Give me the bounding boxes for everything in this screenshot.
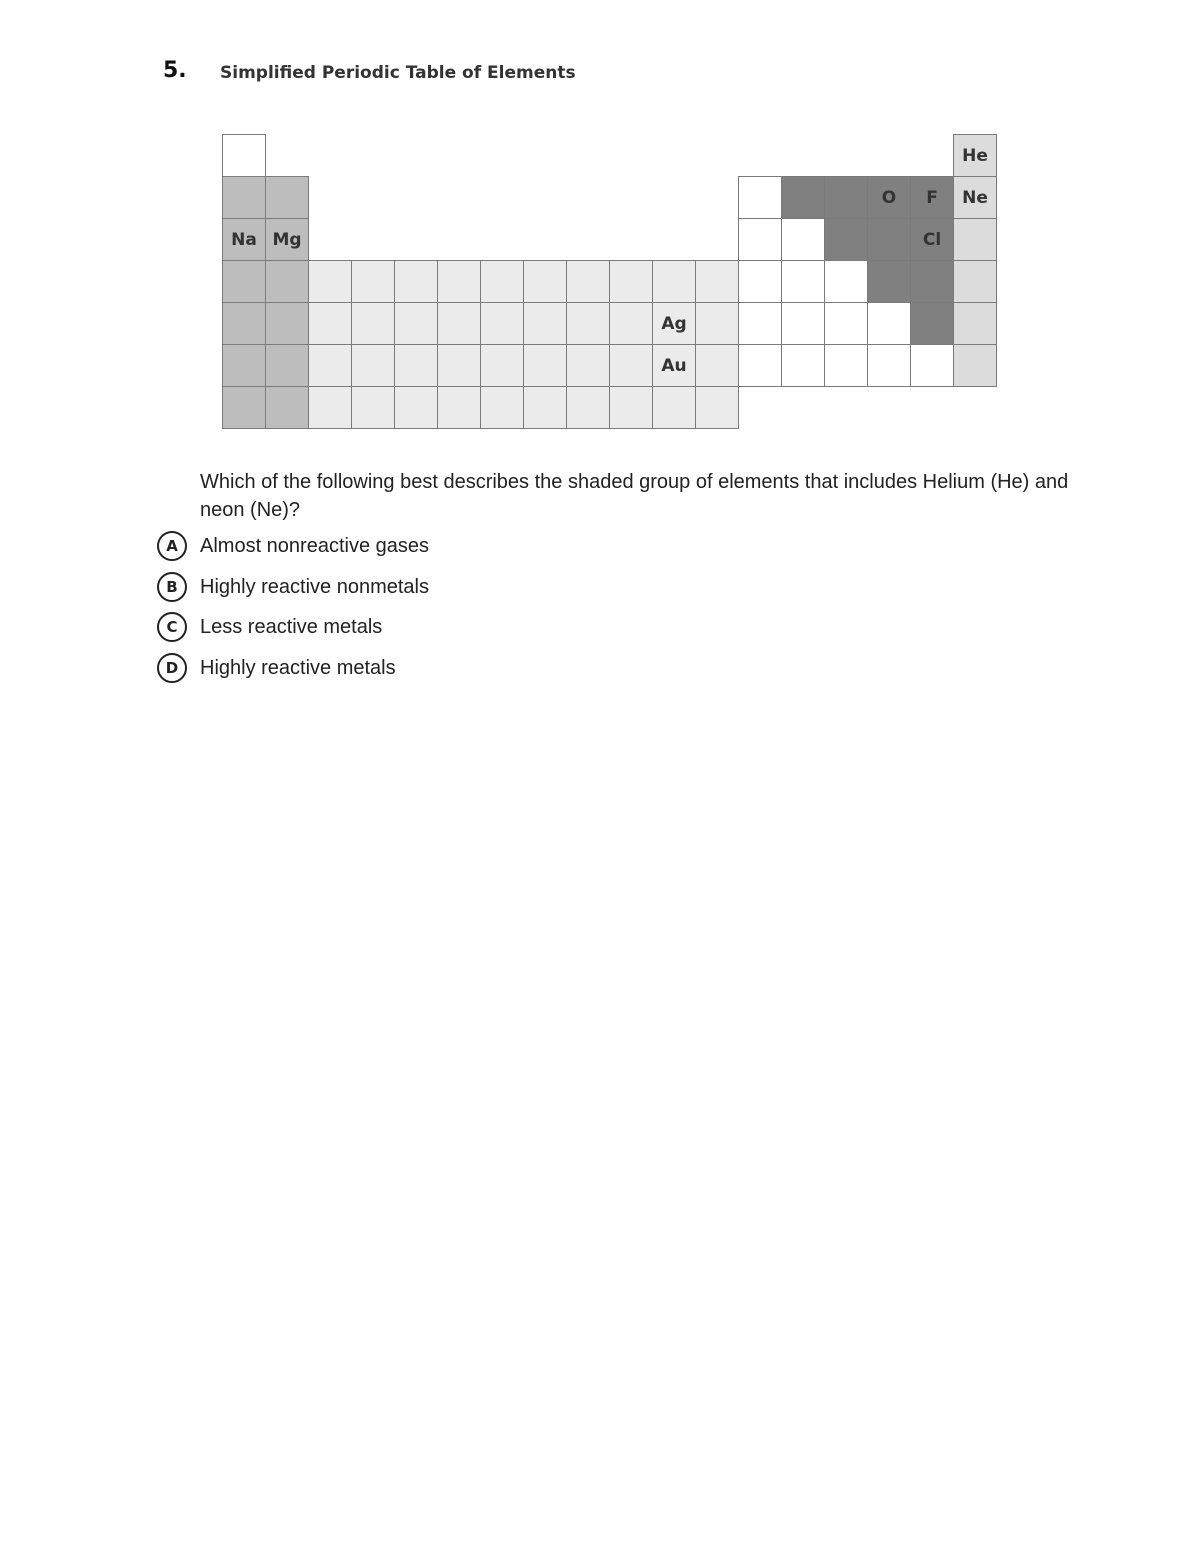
choice-a[interactable] xyxy=(157,531,429,561)
element-cell-r5c3 xyxy=(308,302,352,345)
element-cell-r5c18 xyxy=(953,302,997,345)
element-cell-r6c18 xyxy=(953,344,997,387)
element-cell-r5c15 xyxy=(824,302,868,345)
element-cell-r7c4 xyxy=(351,386,395,429)
element-cell-r2c15 xyxy=(824,176,868,219)
element-cell-r7c7 xyxy=(480,386,524,429)
element-cell-o: O xyxy=(867,176,911,219)
choice-d[interactable] xyxy=(157,653,396,683)
element-cell-r7c9 xyxy=(566,386,610,429)
element-cell-r6c12 xyxy=(695,344,739,387)
element-cell-r5c7 xyxy=(480,302,524,345)
element-cell-r2c14 xyxy=(781,176,825,219)
choice-d-text: Highly reactive metals xyxy=(200,656,396,679)
element-cell-r4c14 xyxy=(781,260,825,303)
element-cell-r4c6 xyxy=(437,260,481,303)
choice-a-letter-circle: A xyxy=(157,531,187,561)
element-cell-r7c2 xyxy=(265,386,309,429)
element-cell-r6c1 xyxy=(222,344,266,387)
element-cell-r3c13 xyxy=(738,218,782,261)
element-cell-r7c10 xyxy=(609,386,653,429)
element-cell-r2c1 xyxy=(222,176,266,219)
question-number: 5. xyxy=(163,58,187,83)
element-cell-he: He xyxy=(953,134,997,177)
element-cell-r6c4 xyxy=(351,344,395,387)
element-cell-f: F xyxy=(910,176,954,219)
element-cell-r4c8 xyxy=(523,260,567,303)
element-cell-r3c15 xyxy=(824,218,868,261)
element-cell-ag: Ag xyxy=(652,302,696,345)
element-cell-r5c10 xyxy=(609,302,653,345)
element-cell-r7c11 xyxy=(652,386,696,429)
element-cell-r2c13 xyxy=(738,176,782,219)
element-cell-r6c7 xyxy=(480,344,524,387)
element-cell-r4c17 xyxy=(910,260,954,303)
choice-c-letter-circle: C xyxy=(157,612,187,642)
element-cell-r6c5 xyxy=(394,344,438,387)
element-cell-r4c9 xyxy=(566,260,610,303)
element-cell-r7c12 xyxy=(695,386,739,429)
choice-b[interactable] xyxy=(157,572,429,602)
element-cell-r6c13 xyxy=(738,344,782,387)
element-cell-r4c2 xyxy=(265,260,309,303)
choice-b-text: Highly reactive nonmetals xyxy=(200,575,429,598)
element-cell-r7c1 xyxy=(222,386,266,429)
element-cell-r6c17 xyxy=(910,344,954,387)
element-cell-r6c8 xyxy=(523,344,567,387)
element-cell-r5c17 xyxy=(910,302,954,345)
element-cell-r6c10 xyxy=(609,344,653,387)
element-cell-r5c2 xyxy=(265,302,309,345)
element-cell-r4c12 xyxy=(695,260,739,303)
question-prompt: Which of the following best describes the shaded group of elements that includes Helium (He) and neon (Ne)? xyxy=(200,471,1069,521)
element-cell-r6c6 xyxy=(437,344,481,387)
element-cell-r6c2 xyxy=(265,344,309,387)
element-cell-r4c16 xyxy=(867,260,911,303)
element-cell-r5c8 xyxy=(523,302,567,345)
element-cell-r4c18 xyxy=(953,260,997,303)
element-cell-r4c3 xyxy=(308,260,352,303)
element-cell-r5c12 xyxy=(695,302,739,345)
element-cell-r4c1 xyxy=(222,260,266,303)
element-cell-r3c18 xyxy=(953,218,997,261)
element-cell-na: Na xyxy=(222,218,266,261)
element-cell-r4c10 xyxy=(609,260,653,303)
element-cell-r4c11 xyxy=(652,260,696,303)
element-cell-au: Au xyxy=(652,344,696,387)
element-cell-r4c13 xyxy=(738,260,782,303)
element-cell-r2c2 xyxy=(265,176,309,219)
choice-d-letter-circle: D xyxy=(157,653,187,683)
element-cell-r5c1 xyxy=(222,302,266,345)
choice-b-letter-circle: B xyxy=(157,572,187,602)
table-title: Simplified Periodic Table of Elements xyxy=(220,63,576,83)
choice-c[interactable] xyxy=(157,612,382,642)
element-cell-r5c4 xyxy=(351,302,395,345)
element-cell-r6c16 xyxy=(867,344,911,387)
element-cell-r4c4 xyxy=(351,260,395,303)
choice-c-text: Less reactive metals xyxy=(200,615,383,638)
element-cell-r4c5 xyxy=(394,260,438,303)
element-cell-r6c15 xyxy=(824,344,868,387)
element-cell-r7c6 xyxy=(437,386,481,429)
element-cell-r4c15 xyxy=(824,260,868,303)
element-cell-r6c3 xyxy=(308,344,352,387)
element-cell-mg: Mg xyxy=(265,218,309,261)
element-cell-r5c13 xyxy=(738,302,782,345)
element-cell-r7c8 xyxy=(523,386,567,429)
choice-a-text: Almost nonreactive gases xyxy=(200,534,430,557)
element-cell-r6c14 xyxy=(781,344,825,387)
element-cell-r3c14 xyxy=(781,218,825,261)
element-cell-r1c1 xyxy=(222,134,266,177)
element-cell-r3c16 xyxy=(867,218,911,261)
element-cell-r5c16 xyxy=(867,302,911,345)
element-cell-r5c9 xyxy=(566,302,610,345)
element-cell-r5c6 xyxy=(437,302,481,345)
element-cell-r7c3 xyxy=(308,386,352,429)
element-cell-r4c7 xyxy=(480,260,524,303)
element-cell-r5c14 xyxy=(781,302,825,345)
element-cell-r7c5 xyxy=(394,386,438,429)
element-cell-r6c9 xyxy=(566,344,610,387)
element-cell-r5c5 xyxy=(394,302,438,345)
element-cell-cl: Cl xyxy=(910,218,954,261)
element-cell-ne: Ne xyxy=(953,176,997,219)
